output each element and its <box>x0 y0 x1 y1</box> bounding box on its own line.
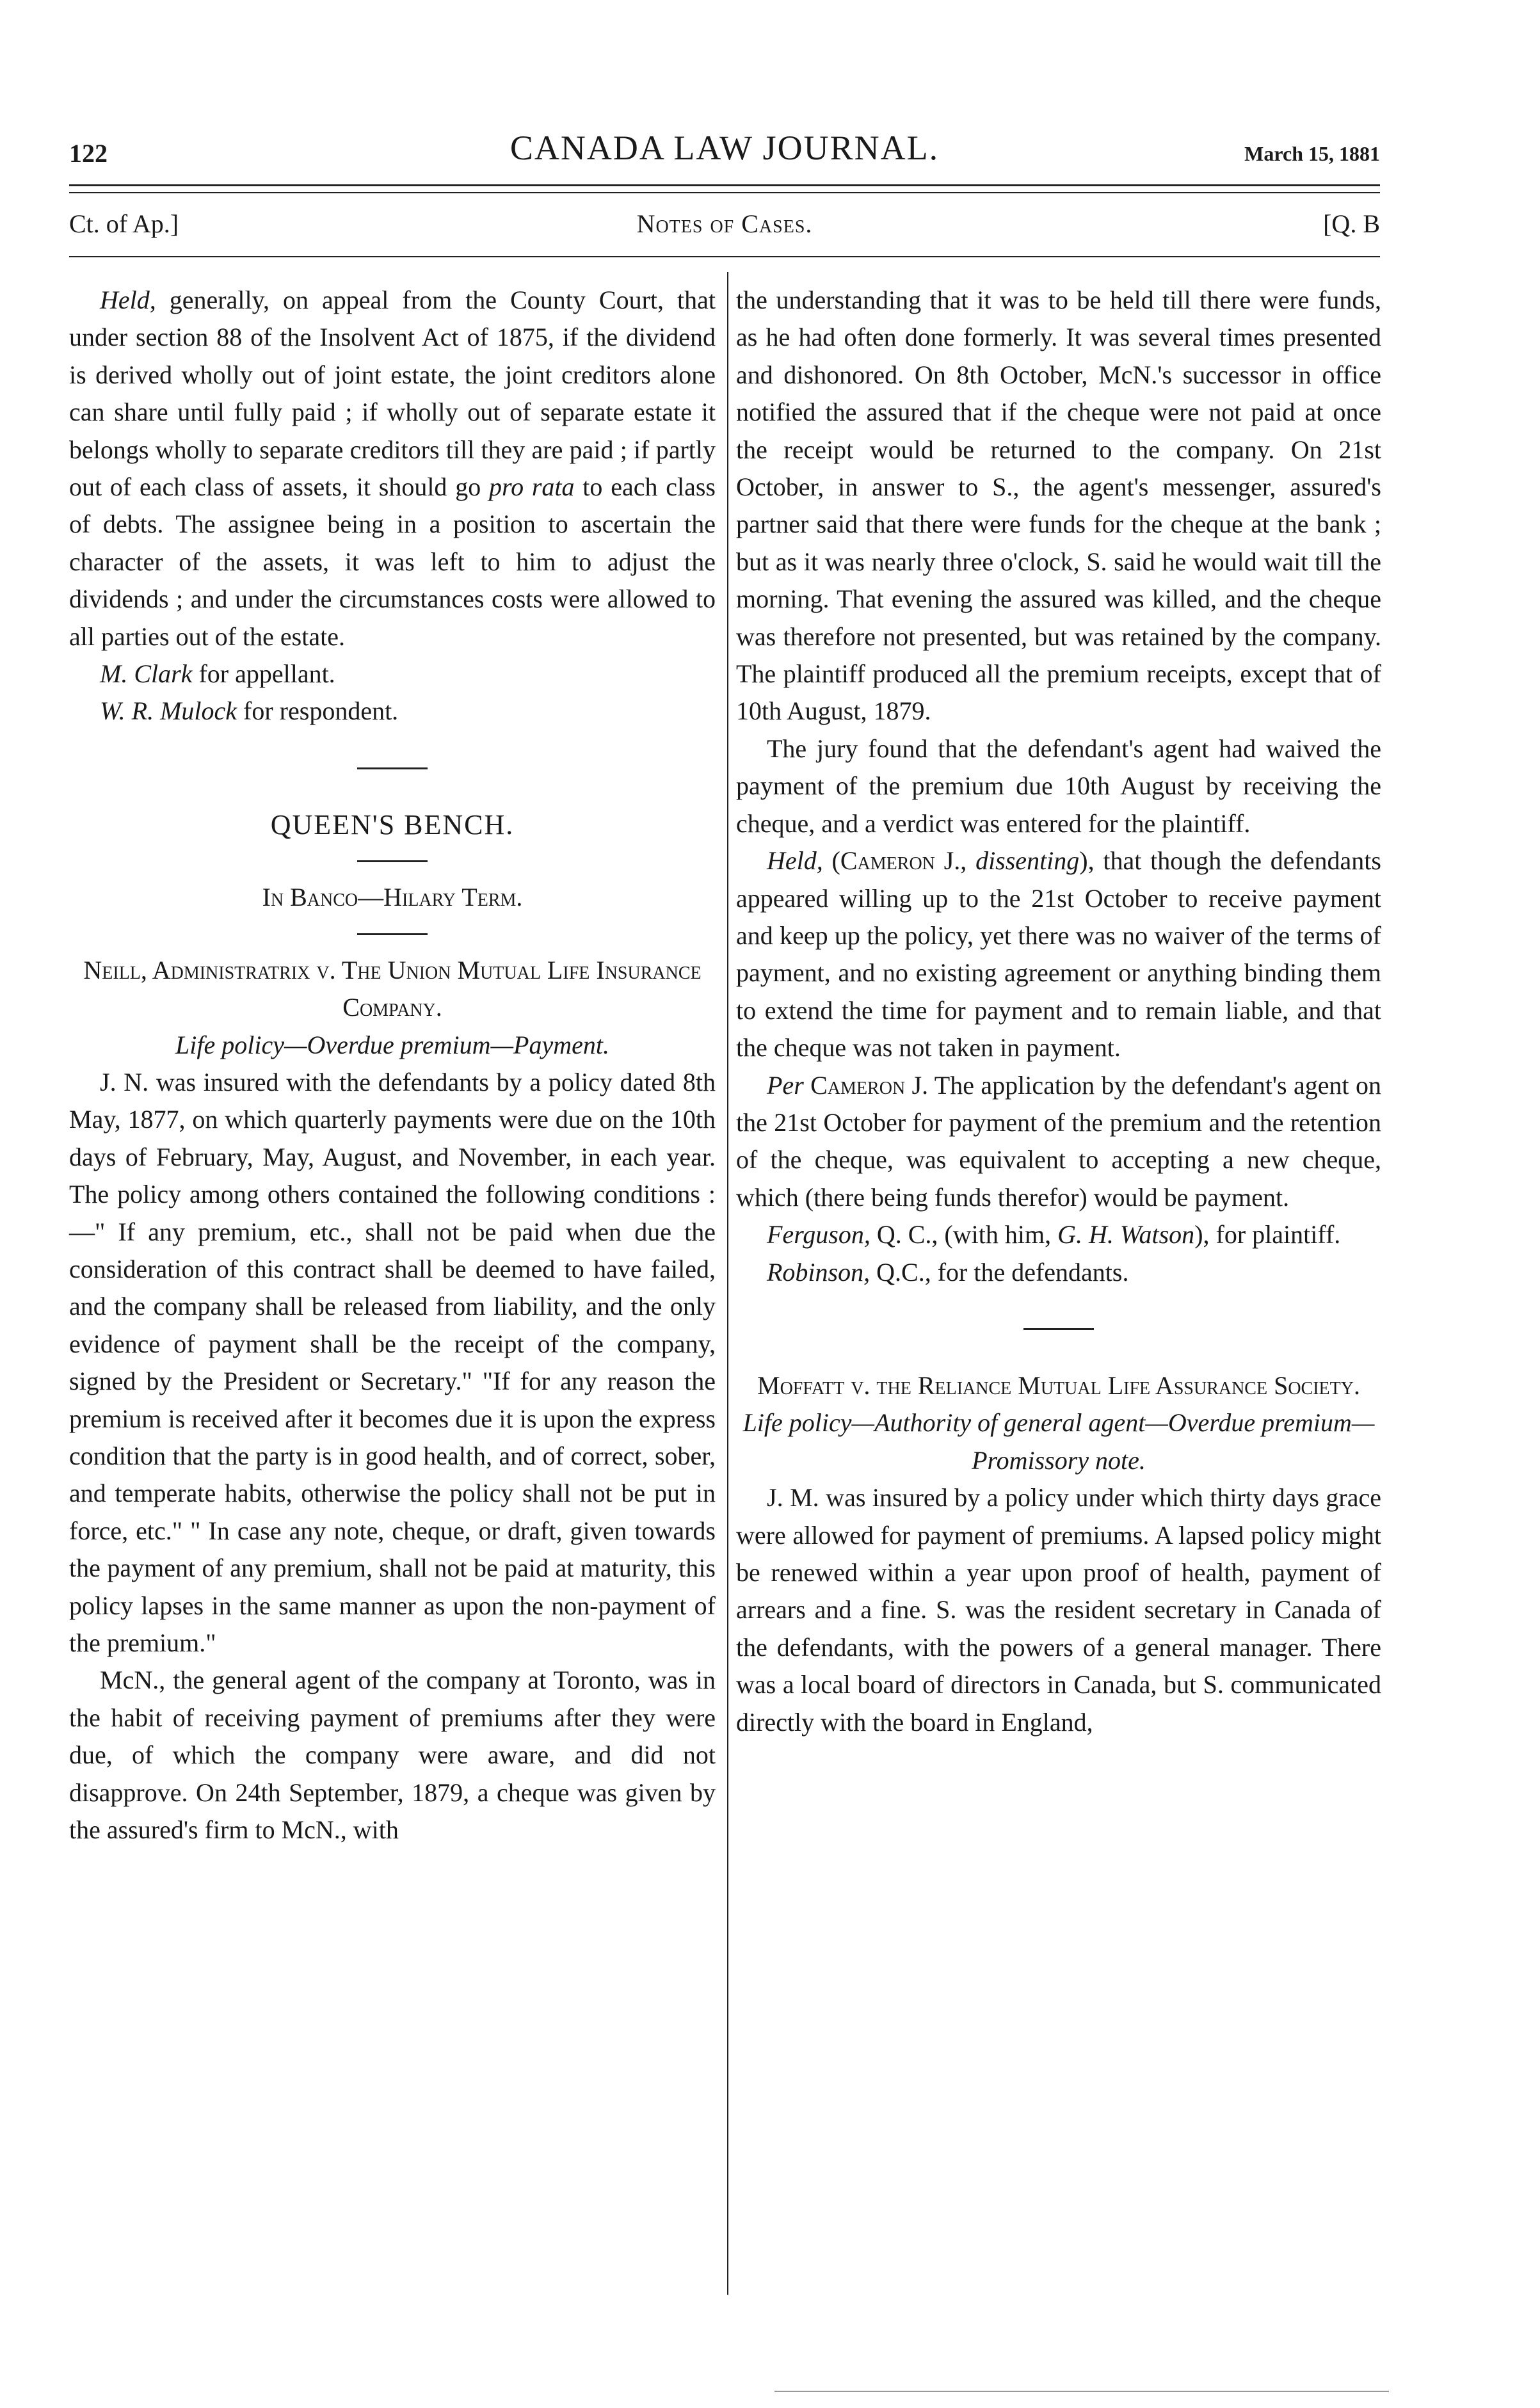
running-head-right: [Q. B <box>1323 209 1380 238</box>
running-head-left: Ct. of Ap.] <box>69 209 179 238</box>
header-rule-thin <box>69 192 1380 193</box>
respondent-suffix: for respondent. <box>237 696 399 726</box>
plaintiff-suffix: ), for plaintiff. <box>1194 1220 1341 1249</box>
running-head <box>69 209 1380 247</box>
held-label-2: Held, <box>767 846 823 876</box>
held-paragraph-2: Held, (Cameron J., dissenting), that though the defendants appeared willing up to the 21st October to receive payment and keep up the policy, yet there was no waiver of the terms of payment, and no existing agreement or anything binding them to extend the time for payment and to remain liable, and that the cheque was not taken in payment. <box>736 846 1381 1063</box>
facts-paragraph-1: J. N. was insured with the defendants by a policy dated 8th May, 1877, on which quarterly payments were due on the 10th days of February, May, August, and November, in each year. The policy among others contained the following conditions :—" If any premium, etc., shall not be paid when due the consideration of this contract shall be deemed to have failed, and the company shall be released from liability, and the only evidence of payment shall be the receipt of the company, signed by the President or Secretary." "If for any reason the premium is received after it becomes due it is upon the express condition that the party is in good health, and of correct, sober, and temperate habits, otherwise the policy shall not be put in force, etc." " In case any note, cheque, or draft, given towards the payment of any premium, shall not be paid at maturity, this policy lapses in the same manner as upon the non-payment of the premium." <box>69 1067 716 1657</box>
running-head-center: Notes of Cases. <box>636 209 813 238</box>
per-judge: Cameron <box>810 1070 906 1100</box>
defendant-suffix: Q.C., for the defendants. <box>870 1257 1129 1287</box>
held-dissent: dissenting <box>975 846 1080 876</box>
per-text: J. The application by the defendant's agent on the 21st October for payment of the premium and the retention of the cheque, was equivalent to accepting a new cheque, which (there being funds therefor) would be payment. <box>736 1070 1382 1212</box>
column-divider <box>727 272 728 2295</box>
journal-title: CANADA LAW JOURNAL. <box>509 129 940 167</box>
jury-finding: The jury found that the defendant's agent had waived the payment of the premium due 10th August by receiving the cheque, and a verdict was entered for the plaintiff. <box>736 734 1381 838</box>
held-paragraph <box>69 282 716 655</box>
issue-date: March 15, 1881 <box>1244 142 1380 165</box>
per-label: Per <box>767 1070 804 1100</box>
defendant-counsel-line <box>736 1254 1381 1291</box>
case2-facts: J. M. was insured by a policy under which thirty days grace were allowed for payment of premiums. A lapsed policy might be renewed within a year upon proof of health, payment of arrears and a fine. S. was the resident secretary in Canada of the defendants, with the powers of a general manager. There was a local board of directors in Canada, but S. communicated directly with the board in England, <box>736 1483 1381 1737</box>
plaintiff-associate: G. H. Watson <box>1057 1220 1195 1249</box>
held-text: generally, on appeal from the County Court, that under section 88 of the Insolvent Act of 1875, if the dividend is derived wholly out of joint estate, the joint creditors alone can share until fully paid ; if wholly out of separate estate it belongs wholly to separate creditors till they are paid ; if partly out of each class of assets, it should go <box>69 285 716 502</box>
left-column <box>69 282 716 1849</box>
term-heading: In Banco—Hilary Term. <box>262 883 523 912</box>
case-subject: Life policy—Overdue premium—Payment. <box>175 1030 609 1059</box>
respondent-counsel-line <box>69 693 716 730</box>
plaintiff-counsel-mid: Q. C., (with him, <box>870 1220 1058 1249</box>
facts-paragraph-2: McN., the general agent of the company at Toronto, was in the habit of receiving payment of premiums after they were due, of which the company were aware, and did not disapprove. On 24th September, 1879, a cheque was given by the assured's firm to McN., with <box>69 1666 716 1845</box>
held-text-2: to each class of debts. The assignee being in a position to ascertain the character of the assets, it was left to him to adjust the dividends ; and under the circumstances costs were allowed to all parties out of the estate. <box>69 472 716 651</box>
right-column <box>736 282 1381 1741</box>
held-judge-suffix: J., <box>934 846 976 876</box>
plaintiff-counsel-line <box>736 1216 1381 1253</box>
per-paragraph <box>736 1067 1381 1217</box>
case-title: Neill, Administratrix v. The Union Mutual Life Insurance Company. <box>83 955 702 1022</box>
header-rule-thick <box>69 184 1380 186</box>
appellant-counsel-line <box>69 655 716 693</box>
page-number: 122 <box>69 139 108 168</box>
plaintiff-counsel: Ferguson, <box>767 1220 870 1249</box>
court-heading: QUEEN'S BENCH. <box>270 808 515 840</box>
running-head-rule <box>69 256 1380 257</box>
case2-title: Moffatt v. the Reliance Mutual Life Assurance Society. <box>757 1370 1360 1400</box>
defendant-counsel: Robinson, <box>767 1257 870 1287</box>
appellant-suffix: for appellant. <box>192 659 335 689</box>
case2-subject: Life policy—Authority of general agent—Overdue premium—Promissory note. <box>742 1408 1375 1475</box>
pro-rata-term: pro rata <box>488 472 575 502</box>
facts-continuation: the understanding that it was to be held till there were funds, as he had often done formerly. It was several times presented and dishonored. On 8th October, McN.'s successor in office notified the assured that if the cheque were not paid at once the receipt would be returned to the company. On 21st October, in answer to S., the agent's messenger, assured's partner said that there were funds for the cheque at the bank ; but as it was nearly three o'clock, S. said he would wait till the morning. That evening the assured was killed, and the cheque was therefore not presented, but was retained by the company. The plaintiff produced all the premium receipts, except that of 10th August, 1879. <box>736 285 1381 726</box>
held-judge: Cameron <box>840 846 935 876</box>
respondent-counsel: W. R. Mulock <box>100 696 237 726</box>
page-header <box>69 128 1380 173</box>
bottom-rule <box>774 2391 1389 2392</box>
held-label: Held, <box>100 285 156 314</box>
appellant-counsel: M. Clark <box>100 659 193 689</box>
held-text-2: ), that though the defendants appeared willing up to the 21st October to receive payment and keep up the policy, yet there was no waiver of the terms of payment, and no existing agreement or anything binding them to extend the time for payment and to remain liable, and that the cheque was not taken in payment. <box>736 846 1381 1063</box>
